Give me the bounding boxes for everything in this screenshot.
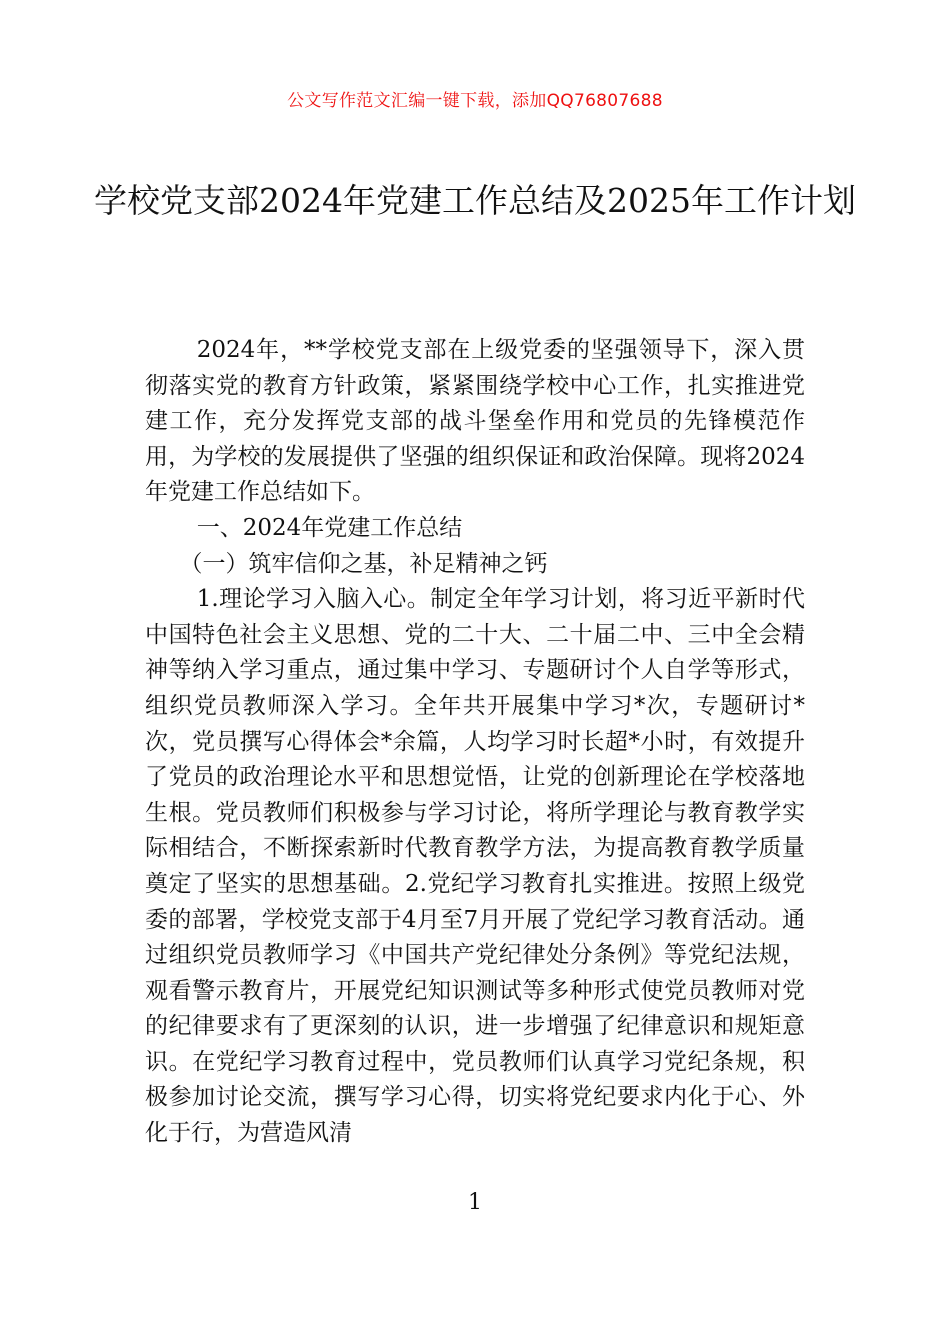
subsection-heading: （一）筑牢信仰之基，补足精神之钙	[179, 550, 548, 577]
download-banner: 公文写作范文汇编一键下载，添加QQ76807688	[287, 91, 663, 111]
intro-paragraph: 2024年，**学校党支部在上级党委的坚强领导下，深入贯彻落实党的教育方针政策，紧紧围绕学校中心工作，扎实推进党建工作，充分发挥党支部的战斗堡垒作用和党员的先锋模范作用，为学校的发展提供了坚强的组织保证和政治保障。现将2024年党建工作总结如下。	[145, 337, 805, 506]
section-heading: 一、2024年党建工作总结	[196, 514, 463, 541]
body-paragraph: 1.理论学习入脑入心。制定全年学习计划，将习近平新时代中国特色社会主义思想、党的二十大、二十届二中、三中全会精神等纳入学习重点，通过集中学习、专题研讨个人自学等形式，组织党员教师深入学习。全年共开展集中学习*次，专题研讨*次，党员撰写心得体会*余篇，人均学习时长超*小时，有效提升了党员的政治理论水平和思想觉悟，让党的创新理论在学校落地生根。党员教师们积极参与学习讨论，将所学理论与教育教学实际相结合，不断探索新时代教育教学方法，为提高教育教学质量奠定了坚实的思想基础。2.党纪学习教育扎实推进。按照上级党委的部署，学校党支部于4月至7月开展了党纪学习教育活动。通过组织党员教师学习《中国共产党纪律处分条例》等党纪法规，观看警示教育片，开展党纪知识测试等多种形式使党员教师对党的纪律要求有了更深刻的认识，进一步增强了纪律意识和规矩意识。在党纪学习教育过程中，党员教师们认真学习党纪条规，积极参加讨论交流，撰写学习心得，切实将党纪要求内化于心、外化于行，为营造风清	[145, 586, 805, 1147]
document-title: 学校党支部2024年党建工作总结及2025年工作计划	[94, 181, 856, 220]
page-number: 1	[468, 1190, 482, 1215]
document-body	[145, 333, 805, 1152]
